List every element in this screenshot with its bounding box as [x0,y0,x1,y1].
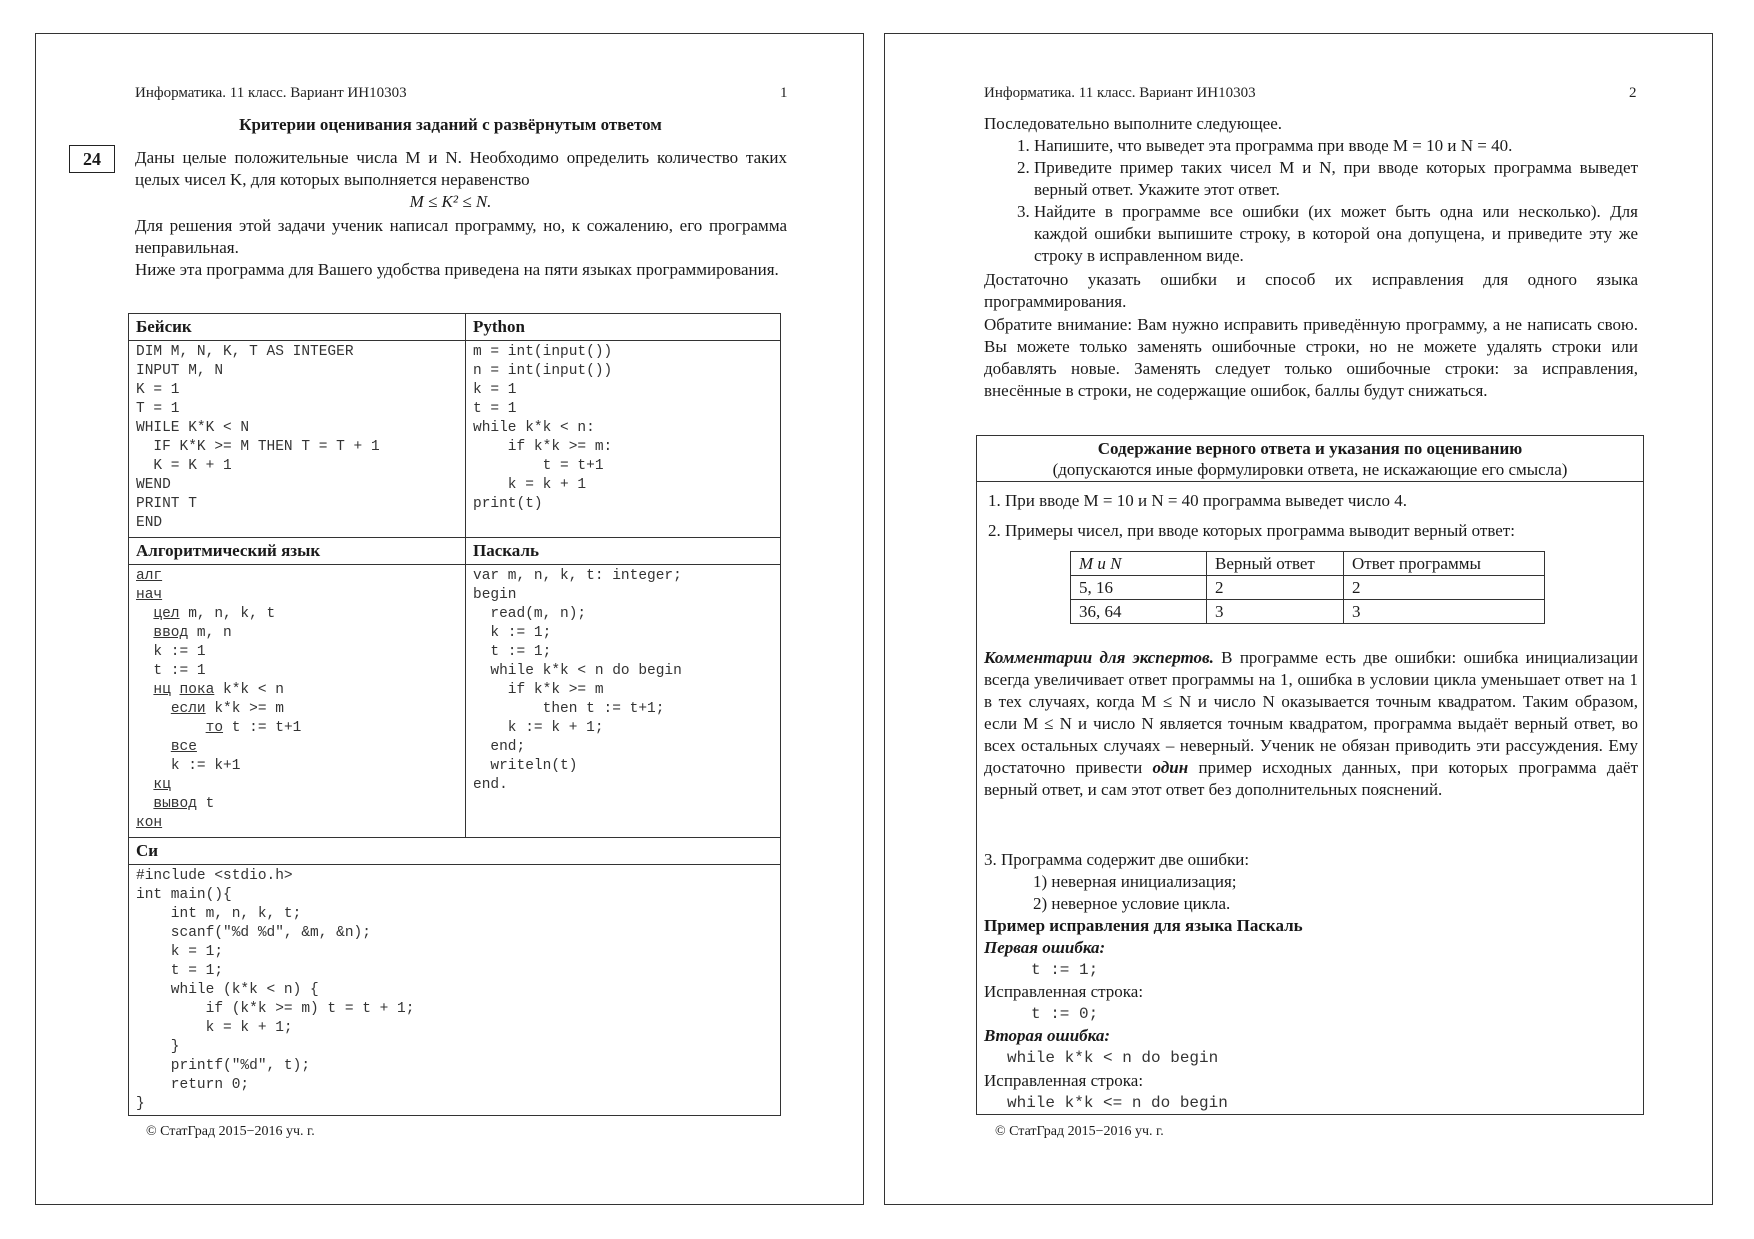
page-header-left: Информатика. 11 класс. Вариант ИН10303 [135,85,407,101]
table-row: 36, 64 3 3 [1071,600,1545,624]
second-error-label: Вторая ошибка: [984,1026,1111,1045]
expert-comment: Комментарии для экспертов. В программе есть две ошибки: ошибка инициализации всегда увеличивает ответ программы на 1, ошибка в условии цикла уменьшает ответ на 1 в тех случаях, когда M ≤ N и число N оказывается точным квадратом. Таким образом, если M ≤ N и число N является точным квадратом, программа выдаёт верный ответ, во всех остальных случаях – неверный. Ученик не обязан приводить эти рассуждения. Ему достаточно привести один пример исходных данных, при которых программа даёт верный ответ, и сам этот ответ без дополнительных пояснений. [984,648,1638,799]
step-2: 2. Приведите пример таких чисел M и N, при вводе которых программа выведет верный ответ. Укажите этот ответ. [1034,157,1638,201]
steps-list [984,135,1638,267]
pascal-code: var m, n, k, t: integer; begin read(m, n); k := 1; t := 1; while k*k < n do begin if k*k >= m then t := t+1; k := k + 1; end; writeln(t) end. [473,568,682,793]
step-3: 3. Найдите в программе все ошибки (их может быть одна или несколько). Для каждой ошибки выпишите строку, в которой она допущена, и приведите эту же строку в исправленном виде. [1034,201,1638,267]
table-header-mn: M и N [1071,552,1207,576]
answer-1: 1. При вводе M = 10 и N = 40 программа выведет число 4. [988,491,1407,510]
c-header: Си [129,838,781,865]
answer-3: 3. Программа содержит две ошибки: [984,850,1250,869]
error-1: 1) неверная инициализация; [1033,872,1237,891]
basic-header: Бейсик [129,314,466,341]
task-intro-2: Для решения этой задачи ученик написал программу, но, к сожалению, его программа неправильная. [135,216,787,257]
page-title: Критерии оценивания заданий с развёрнутым ответом [239,115,662,134]
answer-box-subtitle: (допускаются иные формулировки ответа, не искажающие его смысла) [1052,460,1568,479]
task-intro-1: Даны целые положительные числа M и N. Необходимо определить количество таких целых чисел K, для которых выполняется неравенство [135,148,787,189]
first-fixed-code: t := 0; [1031,1005,1099,1023]
fixed-line-label-2: Исправленная строка: [984,1071,1144,1090]
answers-table [1070,551,1545,624]
fix-title: Пример исправления для языка Паскаль [984,916,1303,935]
paragraph-1: Достаточно указать ошибки и способ их исправления для одного языка программирования. [984,270,1638,311]
python-code: m = int(input()) n = int(input()) k = 1 t = 1 while k*k < n: if k*k >= m: t = t+1 k = k + 1 print(t) [473,344,613,512]
page-number: 2 [1629,85,1637,101]
page-2 [884,33,1713,1205]
second-error-code: while k*k < n do begin [1007,1049,1219,1067]
footer: © СтатГрад 2015−2016 уч. г. [995,1124,1164,1139]
second-fixed-code: while k*k <= n do begin [1007,1094,1228,1112]
pascal-header: Паскаль [466,538,781,565]
alg-header: Алгоритмический язык [129,538,466,565]
table-row: 5, 16 2 2 [1071,576,1545,600]
page-header-left: Информатика. 11 класс. Вариант ИН10303 [984,85,1256,101]
table-header-program: Ответ программы [1344,552,1545,576]
formula: M ≤ K² ≤ N. [409,192,492,211]
alg-code: алг нач цел m, n, k, t ввод m, n k := 1 t := 1 нц пока k*k < n если k*k >= m то t := t+1 все k := k+1 кц вывод t кон [136,568,302,831]
answers-table-wrap [1070,551,1545,624]
paragraph-2: Обратите внимание: Вам нужно исправить приведённую программу, а не написать свою. Вы можете только заменять ошибочные строки, но не можете удалять строки или добавлять новые. Заменять следует только ошибочные строки: за исправления, внесённые в строки, не содержащие ошибок, баллы будут снижаться. [984,315,1638,400]
lead-text: Последовательно выполните следующее. [984,114,1283,133]
comment-label: Комментарии для экспертов. [984,648,1214,667]
basic-code: DIM M, N, K, T AS INTEGER INPUT M, N K = 1 T = 1 WHILE K*K < N IF K*K >= M THEN T = T + 1 K = K + 1 WEND PRINT T END [136,344,380,531]
task-number: 24 [69,145,115,173]
task-intro-3: Ниже эта программа для Вашего удобства приведена на пяти языках программирования. [135,260,779,279]
page-1 [35,33,864,1205]
kw-alg: алг [136,568,163,584]
answer-box-title: Содержание верного ответа и указания по оцениванию [1097,439,1523,458]
error-2: 2) неверное условие цикла. [1033,894,1231,913]
first-error-label: Первая ошибка: [984,938,1106,957]
answer-2: 2. Примеры чисел, при вводе которых программа выводит верный ответ: [988,521,1515,540]
code-table [128,313,781,1116]
page-number: 1 [780,85,788,101]
footer: © СтатГрад 2015−2016 уч. г. [146,1124,315,1139]
python-header: Python [466,314,781,341]
fixed-line-label-1: Исправленная строка: [984,982,1144,1001]
step-1: 1. Напишите, что выведет эта программа при вводе M = 10 и N = 40. [1034,135,1638,157]
table-header-correct: Верный ответ [1207,552,1344,576]
c-code: #include <stdio.h> int main(){ int m, n, k, t; scanf("%d %d", &m, &n); k = 1; t = 1; while (k*k < n) { if (k*k >= m) t = t + 1; k = k + 1; } printf("%d", t); return 0; } [136,868,415,1112]
first-error-code: t := 1; [1031,961,1099,979]
